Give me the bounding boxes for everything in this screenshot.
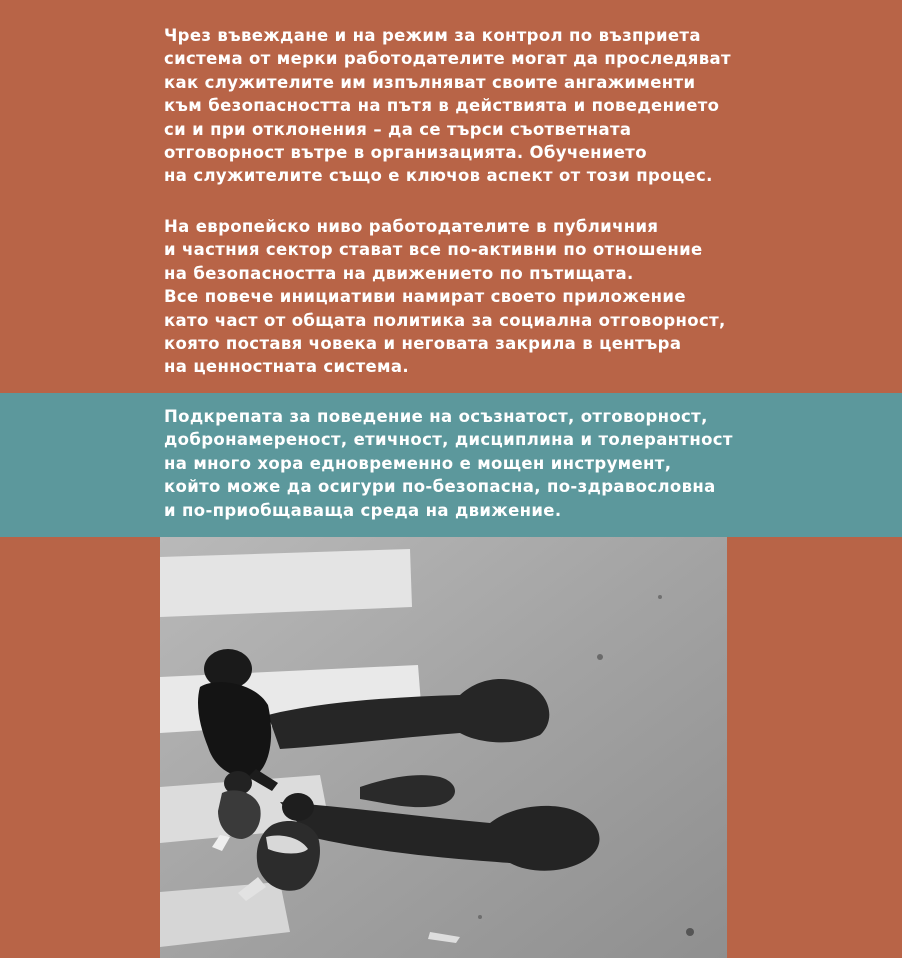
text-line: която поставя човека и неговата закрила в центъра xyxy=(164,334,682,354)
text-line: на ценностната система. xyxy=(164,357,409,377)
text-line: на много хора едновременно е мощен инструмент, xyxy=(164,453,672,473)
text-line: отговорност вътре в организацията. Обучението xyxy=(164,143,647,163)
photo-illustration xyxy=(160,537,727,958)
text-line: на безопасността на движението по пътищата. xyxy=(164,263,634,283)
highlight-paragraph xyxy=(164,405,804,522)
text-line: на служителите също е ключов аспект от този процес. xyxy=(164,166,713,186)
text-line: Чрез въвеждане и на режим за контрол по възприета xyxy=(164,26,701,45)
text-line: и по-приобщаваща среда на движение. xyxy=(164,500,562,520)
text-line: Все повече инициативи намират своето приложение xyxy=(164,287,686,307)
asphalt-speck xyxy=(478,915,482,919)
text-line: и частния сектор стават все по-активни по отношение xyxy=(164,240,703,260)
asphalt-speck xyxy=(597,654,603,660)
text-line: добронамереност, етичност, дисциплина и толерантност xyxy=(164,430,733,450)
asphalt-speck xyxy=(686,928,694,936)
girl-head xyxy=(282,793,314,821)
text-line: към безопасността на пътя в действията и поведението xyxy=(164,96,720,116)
text-line: На европейско ниво работодателите в публичния xyxy=(164,217,659,236)
asphalt-speck xyxy=(658,595,662,599)
text-line: който може да осигури по-безопасна, по-здравословна xyxy=(164,477,716,497)
text-line: система от мерки работодателите могат да проследяват xyxy=(164,49,731,69)
text-line: като част от общата политика за социална отговорност, xyxy=(164,310,726,330)
pedestrian-crossing-photo xyxy=(160,537,727,958)
paragraph-2 xyxy=(164,215,804,379)
text-line: Подкрепата за поведение на осъзнатост, отговорност, xyxy=(164,407,708,426)
paragraph-1 xyxy=(164,24,804,188)
crosswalk-stripe xyxy=(160,549,412,617)
text-line: как служителите им изпълняват своите ангажименти xyxy=(164,72,696,92)
text-line: си и при отклонения – да се търси съответната xyxy=(164,119,632,139)
